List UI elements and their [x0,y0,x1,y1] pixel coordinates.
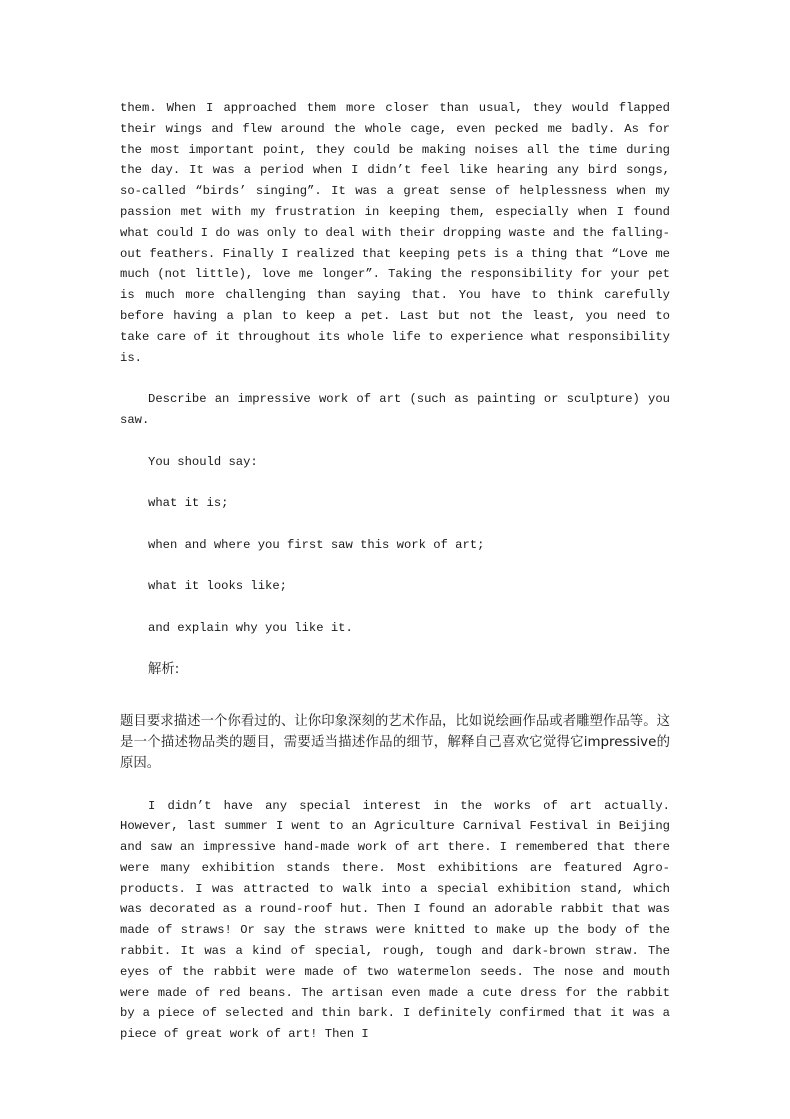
analysis-text: 题目要求描述一个你看过的、让你印象深刻的艺术作品，比如说绘画作品或者雕塑作品等。这是一个描述物品类的题目，需要适当描述作品的细节，解释自己喜欢它觉得它impressive的原因。 [120,714,670,771]
cue-intro: You should say: [148,454,258,469]
analysis-label: 解析: [148,661,180,677]
cue-item-1: what it is; [148,496,229,511]
cue-item-4: and explain why you like it. [148,620,353,635]
sample-answer: I didn’t have any special interest in the works of art actually. However, last summer I went to an Agriculture Carnival Festival in Beijing and saw an impressive hand-made work of art there. I remembered that there were many exhibition stands there. Most exhibitions are featured Agro-products. I was attracted to walk into a special exhibition stand, which was decorated as a round-roof hut. Then I found an adorable rabbit that was made of straws! Or say the straws were knitted to make up the body of the rabbit. It was a kind of special, rough, tough and dark-brown straw. The eyes of the rabbit were made of two watermelon seeds. The nose and mouth were made of red beans. The artisan even made a cute dress for the rabbit by a piece of selected and thin bark. I definitely confirmed that it was a piece of great work of art! Then I [120,798,670,1042]
paragraph-birds-story: them. When I approached them more closer than usual, they would flapped their wings and flew around the whole cage, even pecked me badly. As for the most important point, they could be making noises all the time during the day. It was a period when I didn’t feel like hearing any bird songs, so-called “birds’ singing”. It was a great sense of helplessness when my passion met with my frustration in keeping them, especially when I found what could I do was only to deal with their dropping waste and the falling-out feathers. Finally I realized that keeping pets is a thing that “Love me much (not little), love me longer”. Taking the responsibility for your pet is much more challenging than saying that. You have to think carefully before having a plan to keep a pet. Last but not the least, you need to take care of it throughout its whole life to experience what responsibility is. [120,101,670,365]
document-page [120,98,670,1045]
cue-item-3: what it looks like; [148,579,287,594]
topic-card-title: Describe an impressive work of art (such as painting or sculpture) you saw. [120,392,670,427]
cue-item-2: when and where you first saw this work of art; [148,537,485,552]
